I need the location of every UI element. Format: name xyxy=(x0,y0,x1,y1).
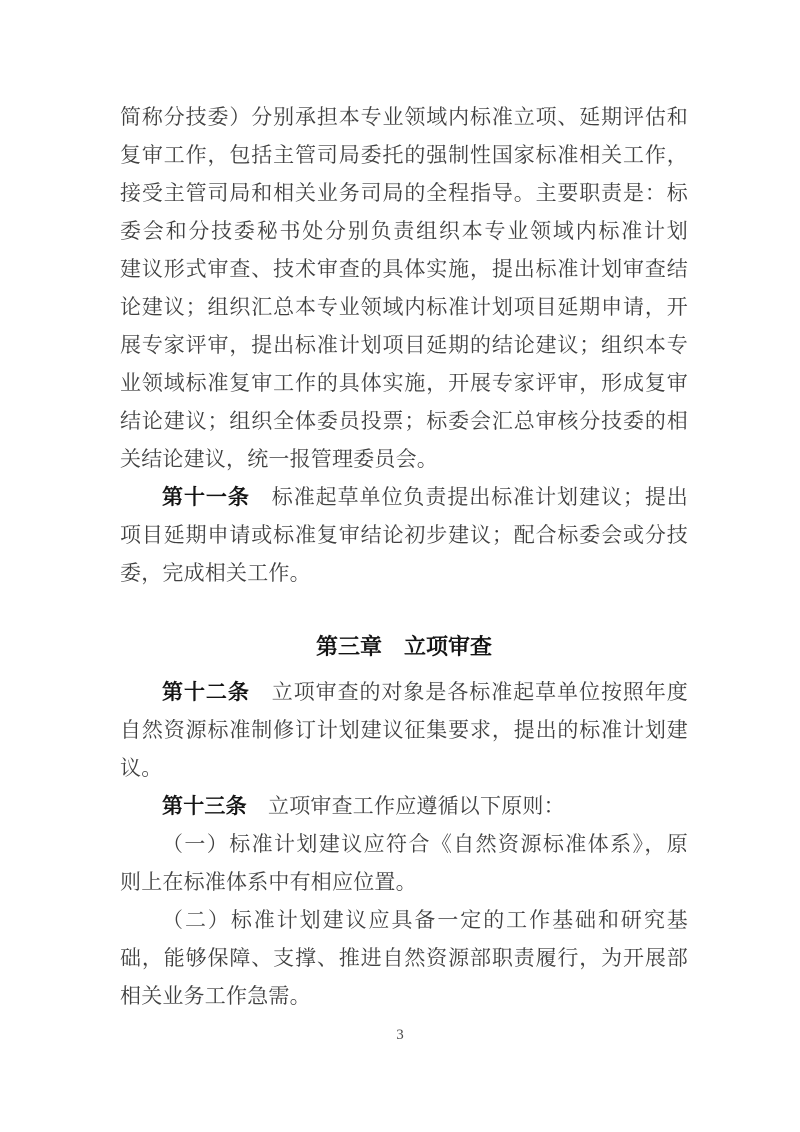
text-line: 接受主管司局和相关业务司局的全程指导。主要职责是：标 xyxy=(120,181,688,205)
article-number-label: 第十一条 xyxy=(162,486,250,509)
text-line: 业领域标准复审工作的具体实施，开展专家评审，形成复审 xyxy=(120,371,688,395)
text-line: （一）标准计划建议应符合《自然资源标准体系》，原 xyxy=(162,832,688,856)
text-line: 相关业务工作急需。 xyxy=(120,984,311,1008)
paragraph-article-12 xyxy=(120,673,688,787)
text-line: 自然资源标准制修订计划建议征集要求，提出的标准计划建 xyxy=(120,718,688,742)
paragraph-continuation xyxy=(120,98,688,478)
text-line: 展专家评审，提出标准计划项目延期的结论建议；组织本专 xyxy=(120,333,688,357)
text-line: 议。 xyxy=(120,756,163,780)
text-line xyxy=(120,673,688,711)
text-line: 委，完成相关工作。 xyxy=(120,561,311,585)
text-line xyxy=(120,787,688,825)
paragraph-article-13 xyxy=(120,787,688,825)
article-number-label: 第十二条 xyxy=(162,681,250,704)
page-number: 3 xyxy=(396,1027,404,1043)
text-line: 委会和分技委秘书处分别负责组织本专业领域内标准计划 xyxy=(120,219,688,243)
text-line xyxy=(120,478,688,516)
text-line: 则上在标准体系中有相应位置。 xyxy=(120,870,417,894)
paragraph-item-2 xyxy=(120,901,688,1015)
line-text: 立项审查的对象是各标准起草单位按照年度 xyxy=(249,680,688,704)
text-line: 复审工作，包括主管司局委托的强制性国家标准相关工作， xyxy=(120,143,688,167)
text-line: 结论建议；组织全体委员投票；标委会汇总审核分技委的相 xyxy=(120,409,688,433)
text-line: 关结论建议，统一报管理委员会。 xyxy=(120,447,438,471)
line-text: 标准起草单位负责提出标准计划建议；提出 xyxy=(249,485,688,509)
text-line: （二）标准计划建议应具备一定的工作基础和研究基 xyxy=(162,908,688,932)
text-line: 论建议；组织汇总本专业领域内标准计划项目延期申请，开 xyxy=(120,295,688,319)
document-body xyxy=(120,98,688,1015)
paragraph-item-1 xyxy=(120,825,688,901)
text-line: 简称分技委）分别承担本专业领域内标准立项、延期评估和 xyxy=(120,105,688,129)
text-line: 建议形式审查、技术审查的具体实施，提出标准计划审查结 xyxy=(120,257,688,281)
article-number-label: 第十三条 xyxy=(162,795,247,818)
chapter-heading: 第三章 立项审查 xyxy=(315,634,492,659)
line-text: 立项审查工作应遵循以下原则： xyxy=(246,794,565,818)
text-line: 项目延期申请或标准复审结论初步建议；配合标委会或分技 xyxy=(120,523,688,547)
text-line: 础，能够保障、支撑、推进自然资源部职责履行，为开展部 xyxy=(120,946,688,970)
paragraph-article-11 xyxy=(120,478,688,592)
